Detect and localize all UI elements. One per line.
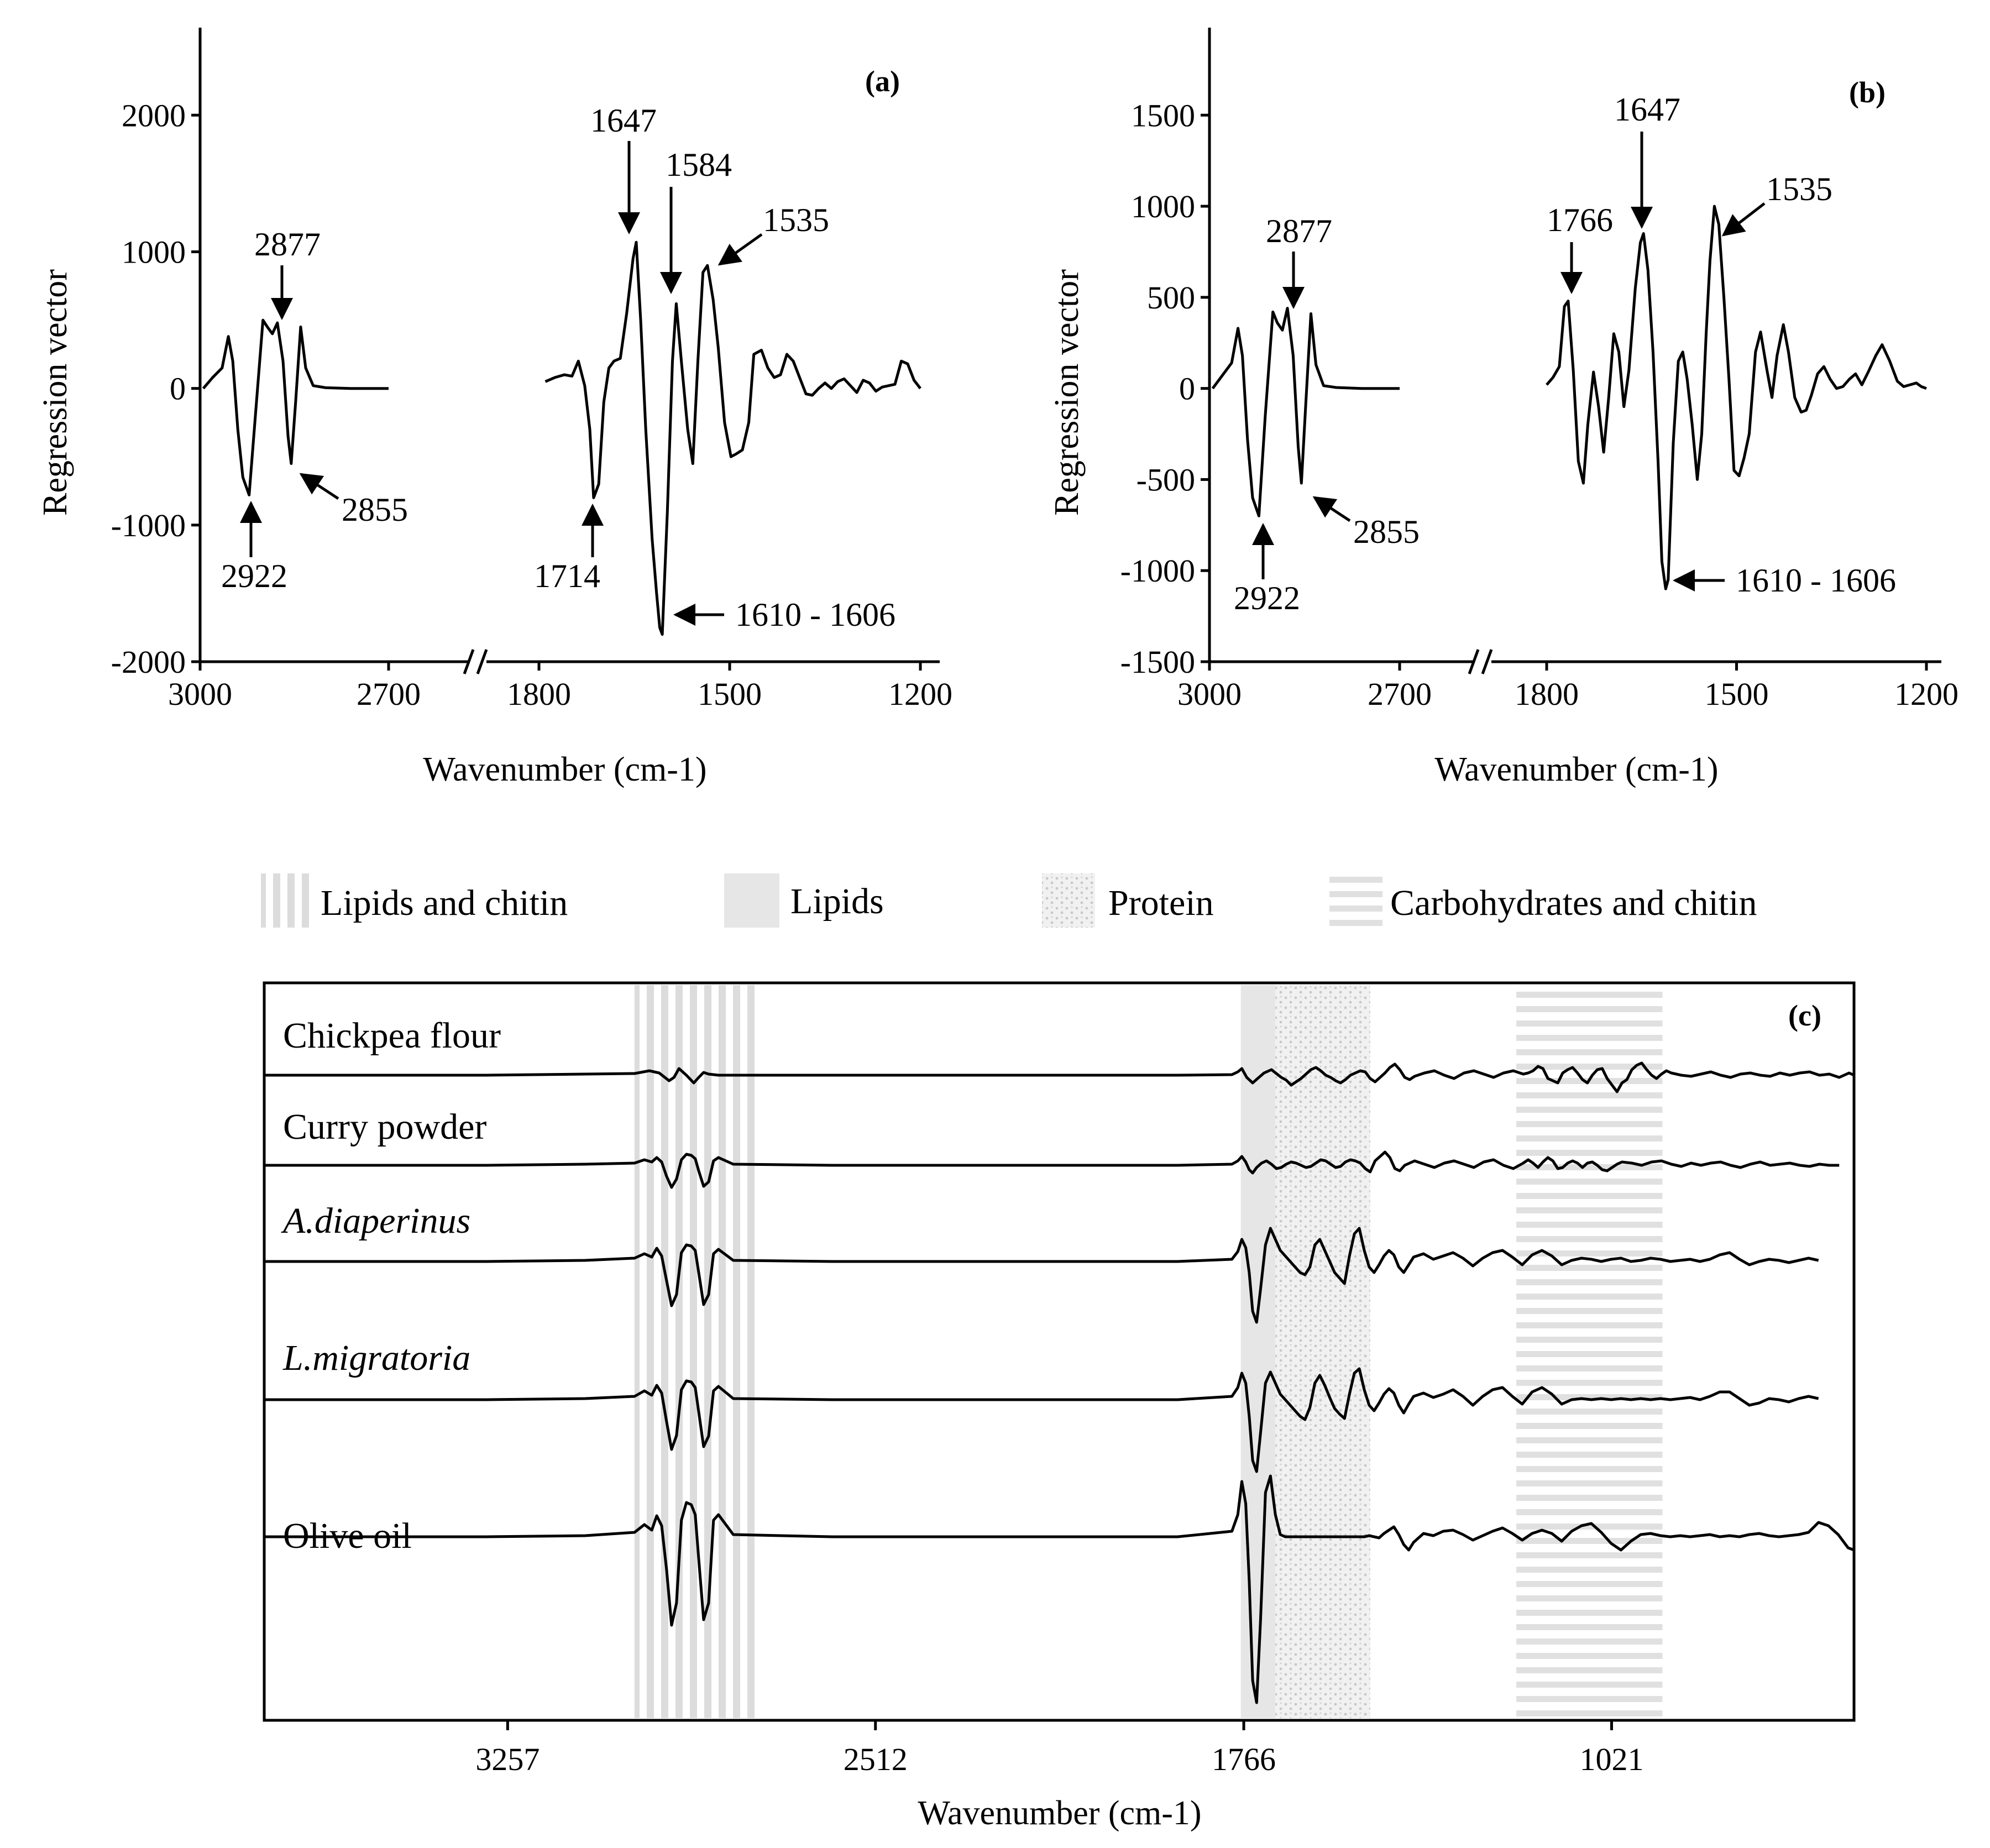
annot-b-2922: 2922 xyxy=(1234,580,1300,616)
b-ytick-label: -1500 xyxy=(1120,644,1195,680)
annot-a-2922: 2922 xyxy=(221,558,287,594)
legend-swatch-carbohydrates-chitin xyxy=(1329,873,1382,928)
b-ytick-label: 1000 xyxy=(1131,189,1195,225)
b-xtick-label: 1800 xyxy=(1515,676,1579,712)
annot-b-1766: 1766 xyxy=(1547,202,1613,238)
a-xtick-label: 1800 xyxy=(507,676,571,712)
panel-a-xlabel: Wavenumber (cm-1) xyxy=(423,751,707,788)
panel-b-tag: (b) xyxy=(1849,76,1886,109)
a-ytick-label: 0 xyxy=(170,370,186,407)
annot-b-1610: 1610 - 1606 xyxy=(1736,562,1896,599)
sample-label: Curry powder xyxy=(283,1107,487,1147)
a-xtick-label: 1500 xyxy=(698,676,762,712)
b-series-segment-1 xyxy=(1547,206,1926,589)
a-xtick-label: 2700 xyxy=(357,676,421,712)
b-ytick-label: 1500 xyxy=(1131,97,1195,134)
panel-c xyxy=(264,983,1854,1832)
annot-a-2855: 2855 xyxy=(342,491,408,528)
b-axis-break-2 xyxy=(1483,650,1491,674)
panel-a-tag: (a) xyxy=(865,65,900,98)
annot-a-2877: 2877 xyxy=(254,226,321,263)
b-series-segment-0 xyxy=(1213,308,1400,516)
sample-label: Olive oil xyxy=(283,1516,412,1556)
a-series-segment-0 xyxy=(203,320,389,495)
b-xtick-label: 1500 xyxy=(1704,676,1769,712)
c-xtick-label: 1021 xyxy=(1579,1741,1644,1777)
a-ytick-label: -1000 xyxy=(111,507,186,543)
b-ytick-label: -500 xyxy=(1136,462,1195,498)
b-ytick-label: -1000 xyxy=(1120,553,1195,589)
legend-label-protein: Protein xyxy=(1108,883,1214,923)
a-series-segment-1 xyxy=(546,242,921,634)
c-xtick-label: 3257 xyxy=(475,1741,540,1777)
a-xtick-label: 1200 xyxy=(888,676,952,712)
annot-a-1610: 1610 - 1606 xyxy=(735,596,896,633)
annot-a-1714: 1714 xyxy=(534,558,600,594)
sample-label: Chickpea flour xyxy=(283,1015,501,1056)
b-xtick-label: 2700 xyxy=(1368,676,1432,712)
a-xtick-label: 3000 xyxy=(168,676,232,712)
panel-a xyxy=(36,28,952,788)
annot-b-2877: 2877 xyxy=(1266,213,1332,249)
annot-b-1647: 1647 xyxy=(1614,91,1680,128)
panel-a-ylabel: Regression vector xyxy=(36,269,74,516)
annot-a-1535: 1535 xyxy=(763,202,829,238)
c-xtick-label: 2512 xyxy=(843,1741,908,1777)
legend-swatch-lipids-chitin xyxy=(261,873,314,928)
legend-label-lipids-chitin: Lipids and chitin xyxy=(321,883,568,923)
b-ytick-label: 500 xyxy=(1147,279,1195,316)
panel-c-tag: (c) xyxy=(1788,999,1821,1032)
sample-label: L.migratoria xyxy=(283,1338,471,1378)
annot-a-1584: 1584 xyxy=(666,146,732,183)
annot-b-1535: 1535 xyxy=(1766,171,1832,207)
legend xyxy=(261,873,1757,928)
band-lipids-chitin xyxy=(635,985,758,1718)
legend-swatch-lipids xyxy=(724,873,779,928)
legend-label-lipids: Lipids xyxy=(790,881,884,922)
panel-b xyxy=(1048,28,1958,788)
band-protein xyxy=(1275,985,1370,1718)
a-ytick-label: 2000 xyxy=(122,97,186,134)
legend-label-carbohydrates-chitin: Carbohydrates and chitin xyxy=(1390,883,1757,923)
legend-swatch-protein xyxy=(1042,873,1095,928)
annot-b-2855: 2855 xyxy=(1353,514,1420,550)
band-lipids xyxy=(1241,985,1276,1718)
annot-a-1647: 1647 xyxy=(590,102,657,139)
a-axis-break-2 xyxy=(478,650,486,674)
b-xtick-label: 3000 xyxy=(1177,676,1242,712)
c-xtick-label: 1766 xyxy=(1212,1741,1276,1777)
a-ytick-label: 1000 xyxy=(122,234,186,270)
sample-label: A.diaperinus xyxy=(283,1201,471,1241)
band-carbohydrates-chitin xyxy=(1516,985,1662,1718)
panel-b-xlabel: Wavenumber (cm-1) xyxy=(1434,751,1719,788)
a-ytick-label: -2000 xyxy=(111,644,186,680)
panel-c-xlabel: Wavenumber (cm-1) xyxy=(918,1794,1202,1832)
panel-b-ylabel: Regression vector xyxy=(1048,269,1086,516)
b-ytick-label: 0 xyxy=(1179,370,1195,407)
b-xtick-label: 1200 xyxy=(1894,676,1958,712)
